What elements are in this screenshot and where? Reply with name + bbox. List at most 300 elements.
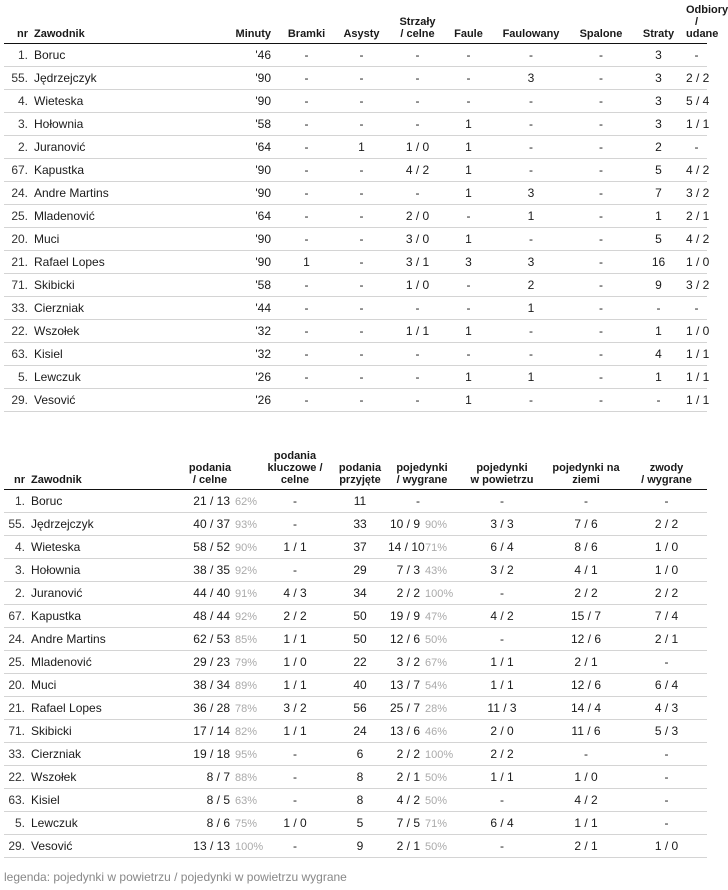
cell-recoveries: 5 / 4 xyxy=(686,90,707,113)
cell-passes xyxy=(164,651,256,674)
cell-duels xyxy=(386,789,458,812)
cell-fouled: - xyxy=(491,389,571,412)
duels-value: 14 / 10 xyxy=(388,540,425,554)
cell-offsides: - xyxy=(571,297,631,320)
cell-player: Muci xyxy=(31,674,164,697)
cell-received: 8 xyxy=(334,766,386,789)
cell-assists: - xyxy=(334,90,389,113)
cell-assists: 1 xyxy=(334,136,389,159)
cell-recoveries: - xyxy=(686,297,707,320)
cell-recoveries: 1 / 1 xyxy=(686,343,707,366)
cell-fouled: 1 xyxy=(491,205,571,228)
cell-passes xyxy=(164,536,256,559)
cell-player: Lewczuk xyxy=(31,812,164,835)
passes-value: 19 / 18 xyxy=(193,747,230,761)
passes-pct: 62% xyxy=(235,496,258,508)
cell-goals: - xyxy=(279,228,334,251)
cell-nr: 71. xyxy=(4,274,34,297)
cell-losses: 3 xyxy=(631,67,686,90)
duels-value: 2 / 1 xyxy=(396,770,420,784)
duels-pct: 71% xyxy=(425,542,448,554)
passes-pct: 90% xyxy=(235,542,258,554)
passes-pct: 82% xyxy=(235,726,258,738)
cell-ground: 7 / 6 xyxy=(546,513,626,536)
cell-player: Wieteska xyxy=(34,90,184,113)
cell-aerial: - xyxy=(458,490,546,513)
cell-duels xyxy=(386,651,458,674)
cell-ground: 2 / 1 xyxy=(546,651,626,674)
table-row xyxy=(4,651,707,674)
cell-assists: - xyxy=(334,182,389,205)
cell-nr: 3. xyxy=(4,559,31,582)
cell-player: Wieteska xyxy=(31,536,164,559)
cell-shots: - xyxy=(389,343,446,366)
cell-aerial: 1 / 1 xyxy=(458,766,546,789)
cell-recoveries: 3 / 2 xyxy=(686,274,707,297)
cell-fouls: - xyxy=(446,205,491,228)
cell-losses: 1 xyxy=(631,205,686,228)
cell-duels xyxy=(386,628,458,651)
cell-player: Rafael Lopes xyxy=(34,251,184,274)
cell-goals: - xyxy=(279,274,334,297)
cell-duels xyxy=(386,490,458,513)
cell-aerial: 2 / 0 xyxy=(458,720,546,743)
header-ground xyxy=(546,450,626,490)
cell-received: 6 xyxy=(334,743,386,766)
cell-assists: - xyxy=(334,297,389,320)
cell-minutes: '90 xyxy=(184,182,279,205)
duels-value: 4 / 2 xyxy=(396,793,420,807)
cell-contests: 7 / 4 xyxy=(626,605,707,628)
cell-key-passes: 1 / 1 xyxy=(256,628,334,651)
cell-minutes: '58 xyxy=(184,113,279,136)
cell-shots: - xyxy=(389,90,446,113)
cell-nr: 33. xyxy=(4,297,34,320)
cell-key-passes: - xyxy=(256,835,334,858)
cell-losses: - xyxy=(631,389,686,412)
table-row xyxy=(4,766,707,789)
header-fouled: Faulowany xyxy=(491,4,571,44)
cell-received: 22 xyxy=(334,651,386,674)
cell-passes xyxy=(164,789,256,812)
cell-aerial: 2 / 2 xyxy=(458,743,546,766)
passes-value: 44 / 40 xyxy=(193,586,230,600)
cell-fouled: 2 xyxy=(491,274,571,297)
cell-contests: 2 / 2 xyxy=(626,513,707,536)
cell-shots: 3 / 0 xyxy=(389,228,446,251)
cell-nr: 5. xyxy=(4,812,31,835)
cell-player: Vesović xyxy=(31,835,164,858)
cell-aerial: 3 / 3 xyxy=(458,513,546,536)
cell-offsides: - xyxy=(571,274,631,297)
cell-nr: 63. xyxy=(4,343,34,366)
cell-ground: 15 / 7 xyxy=(546,605,626,628)
cell-losses: 3 xyxy=(631,113,686,136)
cell-offsides: - xyxy=(571,182,631,205)
cell-fouled: 3 xyxy=(491,251,571,274)
cell-shots: - xyxy=(389,67,446,90)
header-received-line2: przyjęte xyxy=(339,474,381,486)
cell-assists: - xyxy=(334,251,389,274)
duels-value: 25 / 7 xyxy=(389,701,420,715)
cell-duels xyxy=(386,812,458,835)
cell-player: Andre Martins xyxy=(34,182,184,205)
cell-contests: 1 / 0 xyxy=(626,536,707,559)
cell-offsides: - xyxy=(571,228,631,251)
cell-duels xyxy=(386,835,458,858)
table-row xyxy=(4,297,707,320)
cell-key-passes: 2 / 2 xyxy=(256,605,334,628)
header-key-passes-line3: celne xyxy=(280,474,310,486)
cell-goals: - xyxy=(279,67,334,90)
cell-player: Mladenović xyxy=(34,205,184,228)
cell-contests: 6 / 4 xyxy=(626,674,707,697)
cell-passes xyxy=(164,697,256,720)
table-row xyxy=(4,720,707,743)
table-row xyxy=(4,159,707,182)
cell-received: 9 xyxy=(334,835,386,858)
table-row xyxy=(4,90,707,113)
cell-losses: - xyxy=(631,297,686,320)
cell-contests: 2 / 1 xyxy=(626,628,707,651)
cell-player: Boruc xyxy=(34,44,184,67)
cell-minutes: '32 xyxy=(184,343,279,366)
cell-key-passes: - xyxy=(256,789,334,812)
cell-goals: - xyxy=(279,159,334,182)
duels-pct: 50% xyxy=(425,795,448,807)
cell-nr: 67. xyxy=(4,605,31,628)
cell-fouls: - xyxy=(446,44,491,67)
cell-offsides: - xyxy=(571,366,631,389)
cell-fouled: - xyxy=(491,44,571,67)
passes-pct: 100% xyxy=(235,841,264,853)
cell-minutes: '90 xyxy=(184,228,279,251)
table-row xyxy=(4,835,707,858)
table-row xyxy=(4,789,707,812)
cell-ground: 1 / 0 xyxy=(546,766,626,789)
header-aerial-line2: w powietrzu xyxy=(470,474,534,486)
cell-fouled: - xyxy=(491,159,571,182)
cell-ground: 12 / 6 xyxy=(546,628,626,651)
cell-fouled: 3 xyxy=(491,67,571,90)
cell-shots: 3 / 1 xyxy=(389,251,446,274)
cell-nr: 25. xyxy=(4,651,31,674)
duels-value: 13 / 6 xyxy=(389,724,420,738)
cell-losses: 5 xyxy=(631,228,686,251)
cell-player: Boruc xyxy=(31,490,164,513)
duels-value: 7 / 5 xyxy=(396,816,420,830)
header-duels-line2: / wygrane xyxy=(396,474,448,486)
cell-losses: 4 xyxy=(631,343,686,366)
cell-assists: - xyxy=(334,159,389,182)
passes-value: 38 / 35 xyxy=(193,563,230,577)
cell-assists: - xyxy=(334,44,389,67)
cell-key-passes: 1 / 0 xyxy=(256,812,334,835)
header-key-passes-line2: kluczowe / xyxy=(267,462,323,474)
cell-player: Vesović xyxy=(34,389,184,412)
cell-losses: 9 xyxy=(631,274,686,297)
table-row xyxy=(4,513,707,536)
cell-contests: - xyxy=(626,651,707,674)
cell-nr: 29. xyxy=(4,835,31,858)
passes-value: 36 / 28 xyxy=(193,701,230,715)
cell-ground: - xyxy=(546,743,626,766)
table-row xyxy=(4,343,707,366)
cell-contests: - xyxy=(626,789,707,812)
passes-value: 8 / 5 xyxy=(206,793,230,807)
cell-goals: - xyxy=(279,297,334,320)
cell-nr: 5. xyxy=(4,366,34,389)
header-assists: Asysty xyxy=(334,4,389,44)
cell-recoveries: 1 / 0 xyxy=(686,251,707,274)
cell-contests: 1 / 0 xyxy=(626,559,707,582)
cell-nr: 22. xyxy=(4,320,34,343)
cell-nr: 33. xyxy=(4,743,31,766)
cell-fouled: - xyxy=(491,343,571,366)
cell-aerial: 1 / 1 xyxy=(458,651,546,674)
cell-passes xyxy=(164,766,256,789)
duels-pct: 50% xyxy=(425,634,448,646)
cell-nr: 20. xyxy=(4,228,34,251)
cell-offsides: - xyxy=(571,44,631,67)
cell-goals: - xyxy=(279,343,334,366)
table-row xyxy=(4,67,707,90)
cell-assists: - xyxy=(334,320,389,343)
cell-duels xyxy=(386,766,458,789)
cell-fouls: - xyxy=(446,67,491,90)
passes-pct: 78% xyxy=(235,703,258,715)
cell-offsides: - xyxy=(571,343,631,366)
cell-received: 29 xyxy=(334,559,386,582)
cell-assists: - xyxy=(334,389,389,412)
cell-goals: - xyxy=(279,90,334,113)
cell-passes xyxy=(164,490,256,513)
cell-fouls: 1 xyxy=(446,320,491,343)
cell-losses: 1 xyxy=(631,366,686,389)
cell-duels xyxy=(386,582,458,605)
cell-minutes: '64 xyxy=(184,205,279,228)
cell-offsides: - xyxy=(571,320,631,343)
cell-received: 5 xyxy=(334,812,386,835)
header-nr: nr xyxy=(4,4,34,44)
cell-nr: 55. xyxy=(4,513,31,536)
cell-duels xyxy=(386,697,458,720)
cell-received: 33 xyxy=(334,513,386,536)
cell-key-passes: - xyxy=(256,513,334,536)
cell-duels xyxy=(386,536,458,559)
cell-aerial: 6 / 4 xyxy=(458,536,546,559)
cell-fouls: 1 xyxy=(446,136,491,159)
cell-goals: - xyxy=(279,366,334,389)
passes-pct: 89% xyxy=(235,680,258,692)
cell-goals: - xyxy=(279,205,334,228)
cell-fouled: - xyxy=(491,90,571,113)
cell-recoveries: 1 / 1 xyxy=(686,113,707,136)
table-row xyxy=(4,697,707,720)
header-shots-line2: / celne xyxy=(400,28,435,40)
duels-pct: 90% xyxy=(425,519,448,531)
table-header-row xyxy=(4,4,707,44)
cell-recoveries: 4 / 2 xyxy=(686,228,707,251)
cell-key-passes: 3 / 2 xyxy=(256,697,334,720)
header-fouls: Faule xyxy=(446,4,491,44)
duels-pct: 50% xyxy=(425,841,448,853)
passes-value: 38 / 34 xyxy=(193,678,230,692)
cell-nr: 71. xyxy=(4,720,31,743)
cell-ground: 4 / 1 xyxy=(546,559,626,582)
cell-key-passes: - xyxy=(256,559,334,582)
header-nr: nr xyxy=(4,450,31,490)
passes-value: 58 / 52 xyxy=(193,540,230,554)
passes-pct: 92% xyxy=(235,565,258,577)
cell-shots: 1 / 1 xyxy=(389,320,446,343)
cell-aerial: 3 / 2 xyxy=(458,559,546,582)
passes-value: 21 / 13 xyxy=(193,494,230,508)
cell-recoveries: 1 / 1 xyxy=(686,366,707,389)
header-shots xyxy=(389,4,446,44)
cell-duels xyxy=(386,720,458,743)
cell-contests: - xyxy=(626,812,707,835)
table-row xyxy=(4,366,707,389)
cell-aerial: 11 / 3 xyxy=(458,697,546,720)
passes-pct: 93% xyxy=(235,519,258,531)
duels-pct: 71% xyxy=(425,818,448,830)
cell-ground: 14 / 4 xyxy=(546,697,626,720)
cell-losses: 3 xyxy=(631,90,686,113)
table-row xyxy=(4,182,707,205)
cell-ground: 2 / 1 xyxy=(546,835,626,858)
cell-minutes: '58 xyxy=(184,274,279,297)
duels-value: 3 / 2 xyxy=(396,655,420,669)
cell-nr: 2. xyxy=(4,582,31,605)
cell-shots: - xyxy=(389,389,446,412)
cell-minutes: '44 xyxy=(184,297,279,320)
cell-passes xyxy=(164,513,256,536)
cell-shots: - xyxy=(389,297,446,320)
cell-minutes: '32 xyxy=(184,320,279,343)
cell-player: Rafael Lopes xyxy=(31,697,164,720)
header-player: Zawodnik xyxy=(31,450,164,490)
passes-value: 40 / 37 xyxy=(193,517,230,531)
cell-assists: - xyxy=(334,205,389,228)
cell-fouled: - xyxy=(491,228,571,251)
table-row xyxy=(4,582,707,605)
cell-recoveries: 2 / 1 xyxy=(686,205,707,228)
cell-recoveries: 1 / 0 xyxy=(686,320,707,343)
cell-shots: 1 / 0 xyxy=(389,274,446,297)
header-aerial-line1: pojedynki xyxy=(476,462,528,474)
cell-fouled: 1 xyxy=(491,297,571,320)
cell-offsides: - xyxy=(571,251,631,274)
cell-offsides: - xyxy=(571,67,631,90)
cell-minutes: '26 xyxy=(184,366,279,389)
cell-recoveries: 4 / 2 xyxy=(686,159,707,182)
duels-value: 7 / 3 xyxy=(396,563,420,577)
header-passes-line2: / celne xyxy=(192,474,228,486)
table-row xyxy=(4,228,707,251)
cell-nr: 1. xyxy=(4,490,31,513)
passes-value: 8 / 7 xyxy=(206,770,230,784)
cell-ground: 2 / 2 xyxy=(546,582,626,605)
cell-nr: 24. xyxy=(4,628,31,651)
cell-recoveries: - xyxy=(686,44,707,67)
header-key-passes xyxy=(256,450,334,490)
header-duels xyxy=(386,450,458,490)
header-recoveries-line2: / udane xyxy=(686,16,719,40)
table-body xyxy=(4,490,707,858)
duels-value: 2 / 2 xyxy=(396,747,420,761)
passes-value: 8 / 6 xyxy=(206,816,230,830)
cell-assists: - xyxy=(334,343,389,366)
header-player: Zawodnik xyxy=(34,4,184,44)
passes-pct: 92% xyxy=(235,611,258,623)
cell-assists: - xyxy=(334,113,389,136)
cell-passes xyxy=(164,720,256,743)
cell-offsides: - xyxy=(571,205,631,228)
duels-pct: 28% xyxy=(425,703,448,715)
duels-value: 2 / 2 xyxy=(396,586,420,600)
table-row xyxy=(4,320,707,343)
passes-pct: 95% xyxy=(235,749,258,761)
cell-fouled: - xyxy=(491,320,571,343)
cell-key-passes: - xyxy=(256,743,334,766)
cell-nr: 29. xyxy=(4,389,34,412)
cell-fouls: - xyxy=(446,274,491,297)
cell-duels xyxy=(386,674,458,697)
header-contests-line2: / wygrane xyxy=(641,474,692,486)
cell-received: 56 xyxy=(334,697,386,720)
cell-received: 50 xyxy=(334,628,386,651)
cell-duels xyxy=(386,743,458,766)
cell-key-passes: - xyxy=(256,490,334,513)
table-row xyxy=(4,251,707,274)
table-body xyxy=(4,44,710,412)
duels-value: - xyxy=(416,494,420,508)
duels-value: 13 / 7 xyxy=(389,678,420,692)
cell-nr: 3. xyxy=(4,113,34,136)
cell-contests: 5 / 3 xyxy=(626,720,707,743)
cell-shots: 2 / 0 xyxy=(389,205,446,228)
cell-player: Juranović xyxy=(31,582,164,605)
cell-player: Wszołek xyxy=(34,320,184,343)
duels-pct: 46% xyxy=(425,726,448,738)
duels-pct: 100% xyxy=(425,588,454,600)
cell-passes xyxy=(164,743,256,766)
cell-shots: - xyxy=(389,44,446,67)
cell-received: 24 xyxy=(334,720,386,743)
table-row xyxy=(4,136,707,159)
duels-pct: 47% xyxy=(425,611,448,623)
cell-shots: - xyxy=(389,182,446,205)
duels-pct: 54% xyxy=(425,680,448,692)
cell-nr: 2. xyxy=(4,136,34,159)
cell-fouls: - xyxy=(446,90,491,113)
duels-pct: 50% xyxy=(425,772,448,784)
passing-duels-table xyxy=(4,450,707,858)
cell-shots: - xyxy=(389,113,446,136)
cell-losses: 16 xyxy=(631,251,686,274)
cell-fouls: 3 xyxy=(446,251,491,274)
cell-passes xyxy=(164,674,256,697)
cell-nr: 22. xyxy=(4,766,31,789)
header-duels-line1: pojedynki xyxy=(396,462,448,474)
cell-player: Juranović xyxy=(34,136,184,159)
cell-nr: 55. xyxy=(4,67,34,90)
table-row xyxy=(4,812,707,835)
cell-key-passes: 1 / 1 xyxy=(256,720,334,743)
header-ground-line1: pojedynki na xyxy=(552,462,620,474)
cell-nr: 67. xyxy=(4,159,34,182)
